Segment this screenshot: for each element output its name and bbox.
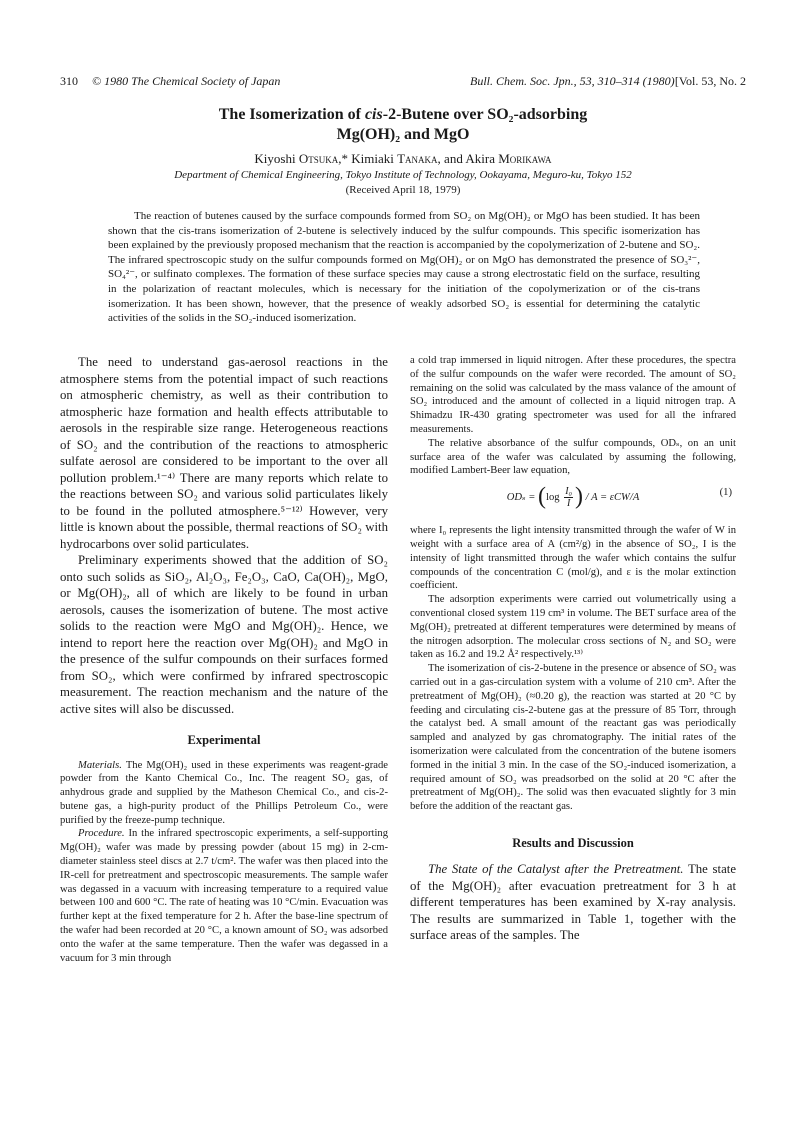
author-surname: Tanaka [397,151,438,166]
article-title [100,105,706,145]
isomerization-paragraph: The isomerization of cis-2-butene in the presence or absence of SO₂ was carried out in a gas-circulation system with a volume of 210 cm³. After the pretreatment of Mg(OH)₂ (≈0.20 g), the reaction was started at 20 °C by feeding and circulating cis-2-butene gas at the pressure of 85 Torr, through the catalyst bed. A small amount of the reactant gas was periodically sampled and analyzed by gas chromatography. The initial rates of the isomerization were calculated from the concentration of the butene isomers formed in the initial 3 min. In the case of the SO₂-induced isomerization, a required amount of SO₂ was preadsorbed on the solid at 20 °C after the pretreatment of Mg(OH)₂. The solid was then evacuated slightly for 3 min before the addition of the reactant gas. [410,663,736,813]
adsorption-paragraph: The adsorption experiments were carried out volumetrically using a conventional closed system 119 cm³ in volume. The BET surface area of the Mg(OH)₂ pretreated at different temperatures were determined by means of the nitrogen adsorption. The molecular cross sections of N₂ and SO₂ were taken as 16.2 and 19.2 Å² respectively.¹³⁾ [410,594,736,661]
results-subheading: The State of the Catalyst after the Pretreatment. [428,862,684,877]
left-column [60,354,388,965]
running-header [60,73,746,89]
volume-issue: [Vol. 53, No. 2 [674,74,746,88]
equation-1: ODₛ = (log $\frac{\text{I₀}}{I}$ ) / A = εCW/A (1) [506,483,732,510]
intro-paragraph-1: The need to understand gas-aerosol reactions in the atmosphere stems from the potential impact of such reactions on atmospheric chemistry, as well as their contribution to atmospheric haze formation and health effects attributable to aerosols in the respirable size range. Heterogeneous reactions of SO₂ and the contribution of the reactions to atmospheric sulfate aerosol are considered to be important to the over all pollution problem.¹⁻⁴⁾ There are many reports which relate to the reactions between SO₂ and various solid particulates likely to be found in the polluted atmosphere.⁵⁻¹²⁾ However, very little is known about the possible, thermal reactions of SO₂ with hydrocarbons over solid particulates. [60,355,388,551]
author-surname: Otsuka [298,151,339,166]
fraction: $\frac{\text{I₀}}{I}$ [565,486,573,510]
received-date: (Received April 18, 1979) [345,184,461,196]
procedure-continued: a cold trap immersed in liquid nitrogen. After these procedures, the spectra of the sulfur compounds on the wafer were recorded. The amount of SO₂ remaining on the solid was calculated by the mass valance of the amount of SO₂ introduced and the amount of collected in a liquid nitrogen trap. A Shimadzu IR-430 grating spectrometer was used for all the infrared measurements. [410,355,736,435]
intro-paragraph-2: Preliminary experiments showed that the addition of SO₂ onto such solids as SiO₂, Al₂O₃, Fe₂O₃, CaO, Ca(OH)₂, MgO, or Mg(OH)₂, all of which are likely to be found in urban aerosols, causes the isomerization of butene. The most active solids to the reaction were MgO and Mg(OH)₂. Hence, we intend to report here the reaction over Mg(OH)₂ and MgO in the presence of the sulfur compounds on their surfaces formed from SO₂, which were confirmed by infrared spectroscopic measurement. The reaction mechanism and the nature of the active sites will also be discussed. [60,553,388,716]
section-heading-experimental: Experimental [187,733,261,747]
author-list: Kiyoshi Otsuka,* Kimiaki Tanaka, and Akira Morikawa [254,151,552,166]
copyright-notice: © 1980 The Chemical Society of Japan [92,74,281,88]
right-column [410,354,736,944]
procedure-paragraph: Procedure. In the infrared spectroscopic experiments, a self-supporting Mg(OH)₂ wafer was made by pressing powder (about 15 mg) in 2-cm-diameter stainless steel discs at 2.7 t/cm². The wafer was then placed into the IR-cell for pretreatment and spectroscopic measurements. The sample wafer was degassed in a vacuum with increasing temperature to a required value between 100 and 600 °C. The rate of heating was 10 °C/min. Evacuation was further kept at the fixed temperature for 2 h. After the base-line spectrum of the wafer had been recorded at 20 °C, a known amount of SO₂ was adsorbed onto the wafer at the same temperature. Then the wafer was degassed in a vacuum for 3 min through [60,828,388,964]
equation-explanation: where I₀ represents the light intensity transmitted through the wafer of W in weight with a surface area of A (cm²/g) in the absence of SO₂, I is the intensity of light transmitted through the wafer which contains the sulfur compounds of the concentration C (mol/g), and ε is the molar extinction coefficient. [410,525,736,592]
equation-number: (1) [719,487,732,499]
author-surname: Morikawa [498,151,552,166]
results-paragraph: The State of the Catalyst after the Pretreatment. The state of the Mg(OH)₂ after evacuation pretreatment for 3 h at different temperatures has been examined by X-ray analysis. The results are summarized in Table 1, together with the surface areas of the samples. The [410,862,736,943]
materials-paragraph: Materials. The Mg(OH)₂ used in these experiments was reagent-grade powder from the Kanto Chemical Co., Inc. The reagent SO₂ gas, of anhydrous grade and supplied by the Matheson Chemical Co., and cis-2-butene gas, a high-purity product of the Phillips Petroleum Co., were purified by the freeze-pump technique. [60,759,388,826]
title-line-1: The Isomerization of cis-2-Butene over SO₂-adsorbing [218,106,588,123]
absorbance-paragraph: The relative absorbance of the sulfur compounds, ODₛ, on an unit surface area of the wafer was calculated by assuming the following, modified Lambert-Beer law equation, [410,437,736,477]
abstract: The reaction of butenes caused by the surface compounds formed from SO₂ on Mg(OH)₂ or MgO has been studied. It has been shown that the cis-trans isomerization of 2-butene is selectively induced by the sulfur compounds. This specific isomerization has been explained by the previously proposed mechanism that the reaction is accompanied by the copolymerization of 2-butene and SO₂. The infrared spectroscopic study on the sulfur compounds formed on Mg(OH)₂ or on MgO has demonstrated the presence of SO₃²⁻, SO₄²⁻, or sulfinato complexes. The formation of these surface species may cause a strong electrostatic field on the surface, resulting in the polarization of reactant molecules, which is necessary for the initiation of the copolymerization or of the cis-trans isomerization. It has been shown, however, that the presence of weakly adsorbed SO₂ is essential for determining the catalytic activities of the solids in the SO₂-induced isomerization. [108,210,700,325]
materials-label: Materials. [78,759,122,771]
section-heading-results: Results and Discussion [512,835,634,850]
title-line-2: Mg(OH)₂ and MgO [336,126,470,143]
journal-citation: Bull. Chem. Soc. Jpn., 53, 310–314 (1980) [470,74,675,88]
page-number: 310 [60,74,78,88]
procedure-label: Procedure. [78,828,125,840]
affiliation: Department of Chemical Engineering, Tokyo Institute of Technology, Ookayama, Meguro-ku, Tokyo 152 [174,169,632,181]
